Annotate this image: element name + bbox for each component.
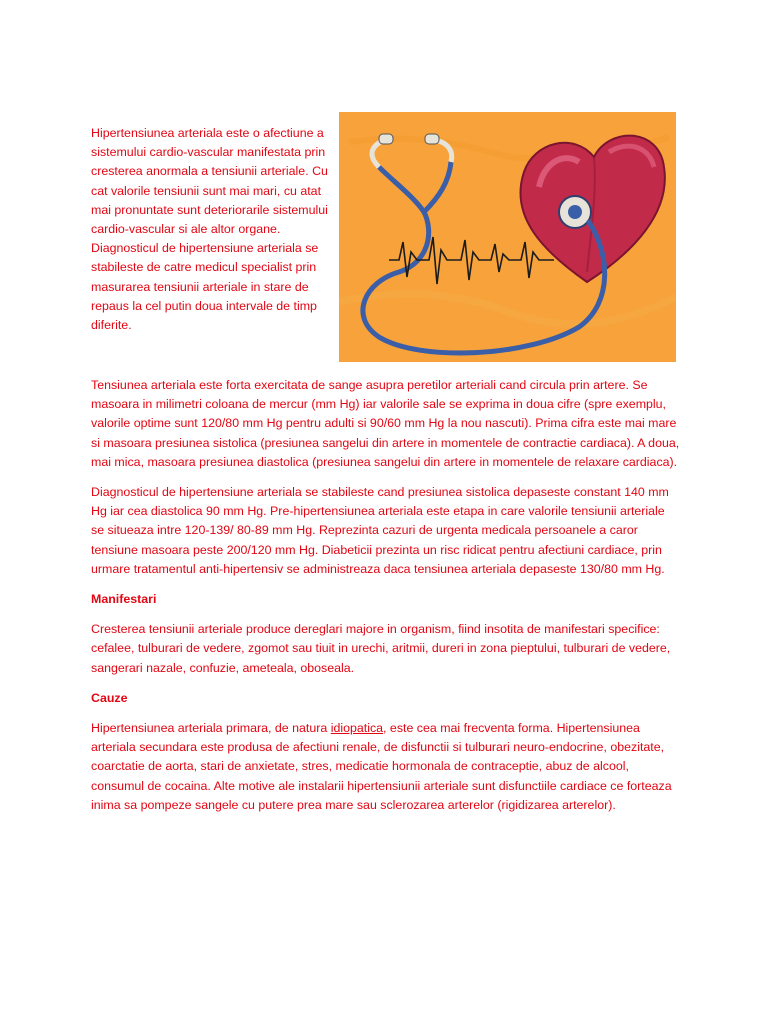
cauze-text-end: , este cea mai frecventa forma. Hipertensiunea arteriala secundara este produsa de afectiuni renale, de disfunctii si tulburari neuro-endocrine, obezitate, coarctatie de aorta, stari de anxietate, stres, medicatie hormonala de contraceptie, abuz de alcool, consumul de cocaina. Alte motive ale instalarii hipertensiunii arteriale sunt disfunctiile cardiace ce forteaza inima sa pompeze sangele cu putere prea mare sau sclerozarea arterelor (rigidizarea arterelor). bbox=[91, 721, 672, 812]
stethoscope-chestpiece-icon bbox=[559, 196, 591, 228]
heading-manifestari: Manifestari bbox=[91, 592, 157, 607]
paragraph-cauze bbox=[91, 719, 681, 815]
idiopatica-link[interactable]: idiopatica bbox=[330, 721, 384, 736]
paragraph-manifestari: Cresterea tensiunii arteriale produce dereglari majore in organism, fiind insotita de manifestari specifice: cefalee, tulburari de vedere, zgomot sau tiuit in urechi, aritmii, dureri in zona pieptului, tulburari de vedere, sangerari nazale, confuzie, ameteala, oboseala. bbox=[91, 622, 671, 675]
paragraph-diagnosis: Diagnosticul de hipertensiune arteriala se stabileste cand presiunea sistolica depaseste constant 140 mm Hg iar cea diastolica 90 mm Hg. Pre-hipertensiunea arteriala este etapa in care valorile tensiunii arteriale se situeaza intre 120-139/ 80-89 mm Hg. Reprezinta cazuri de urgenta medicala persoanele a caror tensiune masoara peste 200/120 mm Hg. Diabeticii prezinta un risc ridicat pentru afectiuni cardiace, prin urmare tratamentul anti-hipertensiv se administreaza daca tensiunea arteriala depaseste 130/80 mm Hg. bbox=[91, 485, 669, 576]
paragraph-definition: Tensiunea arteriala este forta exercitata de sange asupra peretilor arteriali cand circula prin artere. Se masoara in milimetri coloana de mercur (mm Hg) iar valorile sale se exprima in doua cifre (spre exemplu, valorile optime sunt 120/80 mm Hg pentru adulti si 90/60 mm Hg la nou nascuti). Prima cifra este mai mare si masoara presiunea sistolica (presiunea sangelui din artere in momentele de contractie cardiaca). A doua, mai mica, masoara presiunea diastolica (presiunea sangelui din artere in momentele de relaxare cardiaca). bbox=[91, 378, 680, 469]
heading-cauze: Cauze bbox=[91, 690, 128, 705]
illustration-svg bbox=[339, 112, 676, 362]
intro-paragraph: Hipertensiunea arteriala este o afectiune a sistemului cardio-vascular manifestata prin cresterea anormala a tensiunii arteriale. Cu cat valorile tensiunii sunt mai mari, cu atat mai pronuntate sunt deteriorarile sistemului cardio-vascular si ale altor organe. Diagnosticul de hipertensiune arteriala se stabileste de catre medicul specialist prin masurarea tensiunii arteriale in stare de repaus la cel putin doua intervale de timp diferite. bbox=[91, 126, 328, 333]
cauze-text-start: Hipertensiunea arteriala primara, de natura bbox=[91, 721, 331, 736]
main-content bbox=[91, 376, 681, 826]
heart-stethoscope-illustration bbox=[339, 112, 676, 362]
